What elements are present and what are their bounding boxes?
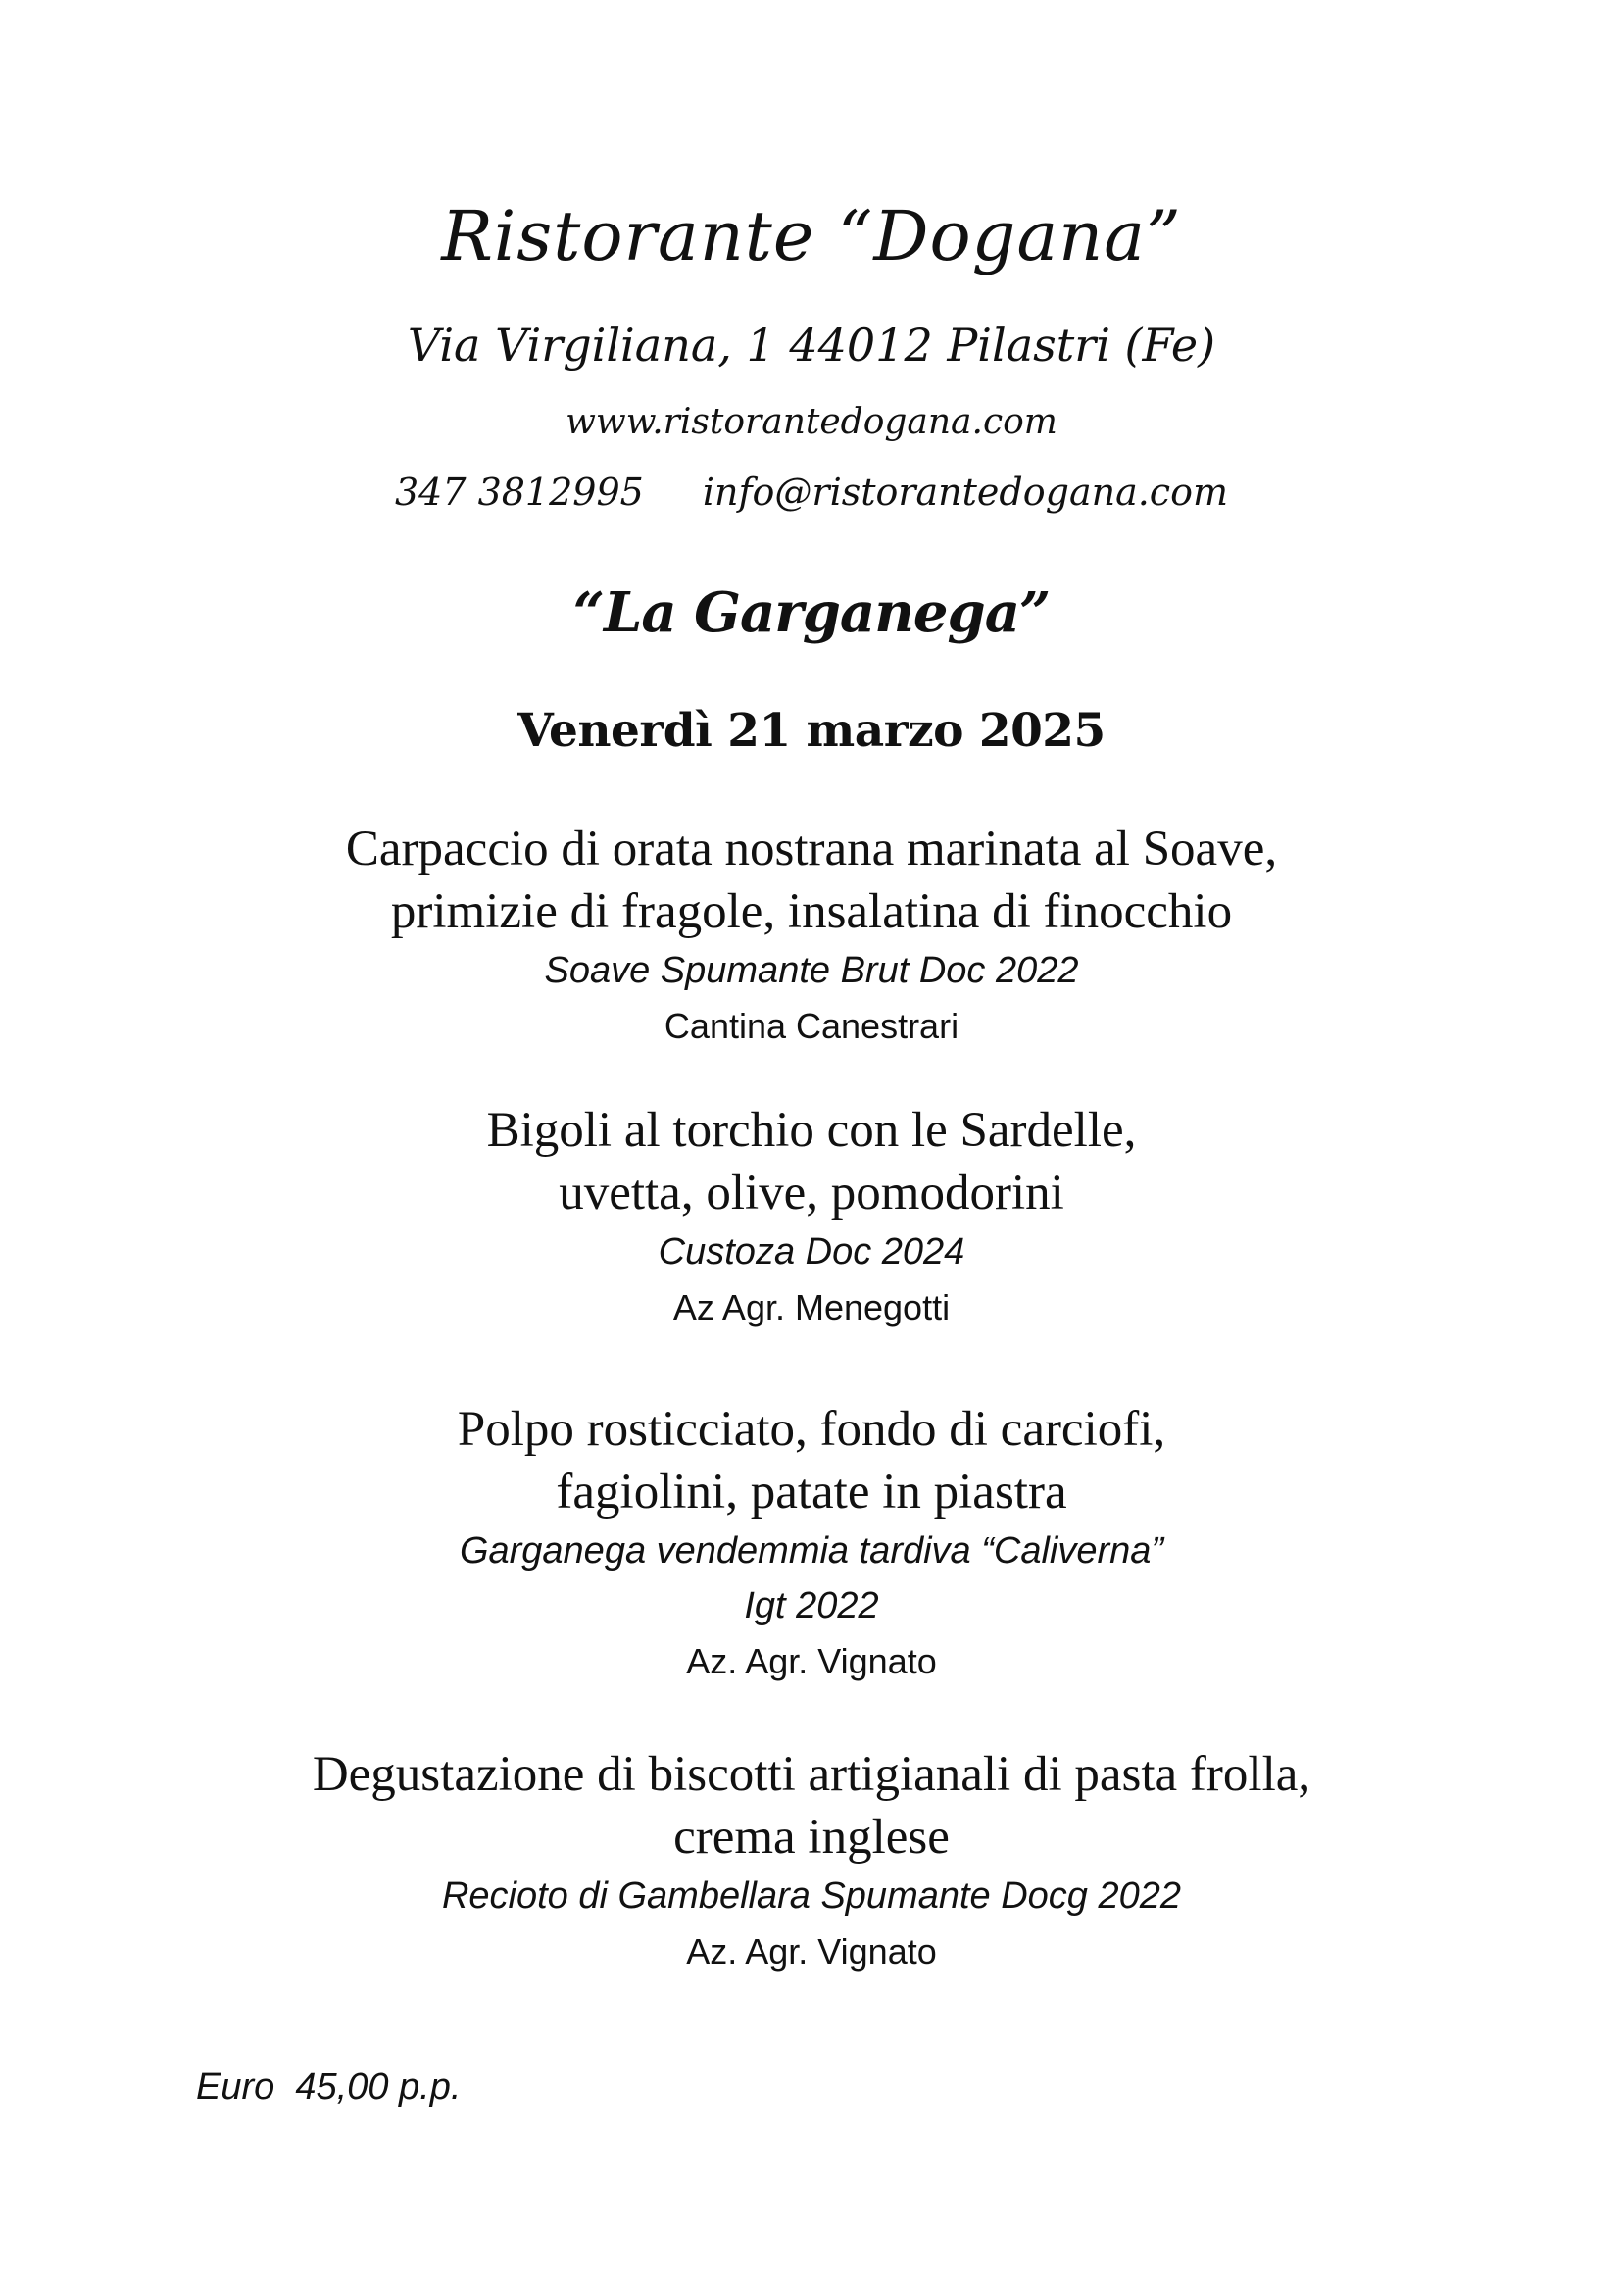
phone-number: 347 3812995 [394,471,644,514]
course-2 [0,1099,1623,1336]
dish-line: Carpaccio di orata nostrana marinata al Soave, [345,822,1278,876]
event-date: Venerdì 21 marzo 2025 [517,704,1106,758]
menu-price: Euro 45,00 p.p. [196,2067,462,2108]
wine-producer: Az. Agr. Vignato [686,1931,937,1972]
restaurant-address: Via Virgiliana, 1 44012 Pilastri (Fe) [407,319,1216,372]
dish-line: Bigoli al torchio con le Sardelle, [486,1103,1137,1158]
course-1 [0,818,1623,1055]
dish-line: Polpo rosticciato, fondo di carciofi, [457,1402,1166,1457]
dish-line: primizie di fragole, insalatina di finocchio [390,884,1233,939]
wine-producer: Az Agr. Menegotti [672,1287,951,1327]
dish-line: Degustazione di biscotti artigianali di pasta frolla, [312,1747,1311,1802]
wine-name: Custoza Doc 2024 [658,1231,965,1273]
dish-line: crema inglese [673,1810,950,1865]
dish-line: fagiolini, patate in piastra [556,1465,1067,1520]
restaurant-website: www.ristorantedogana.com [566,402,1057,442]
wine-name: Soave Spumante Brut Doc 2022 [544,950,1079,991]
wine-producer: Cantina Canestrari [664,1006,959,1046]
email-address: info@ristorantedogana.com [702,471,1229,514]
wine-name: Igt 2022 [744,1585,879,1626]
wine-producer: Az. Agr. Vignato [686,1641,937,1681]
course-4 [0,1743,1623,1980]
restaurant-name: Ristorante “Dogana” [441,196,1182,276]
wine-name: Garganega vendemmia tardiva “Caliverna” [459,1530,1164,1572]
event-title: “La Garganega” [572,580,1051,645]
wine-name: Recioto di Gambellara Spumante Docg 2022 [441,1875,1182,1917]
dish-line: uvetta, olive, pomodorini [559,1166,1064,1221]
contact-line [0,471,1623,514]
course-3 [0,1398,1623,1690]
